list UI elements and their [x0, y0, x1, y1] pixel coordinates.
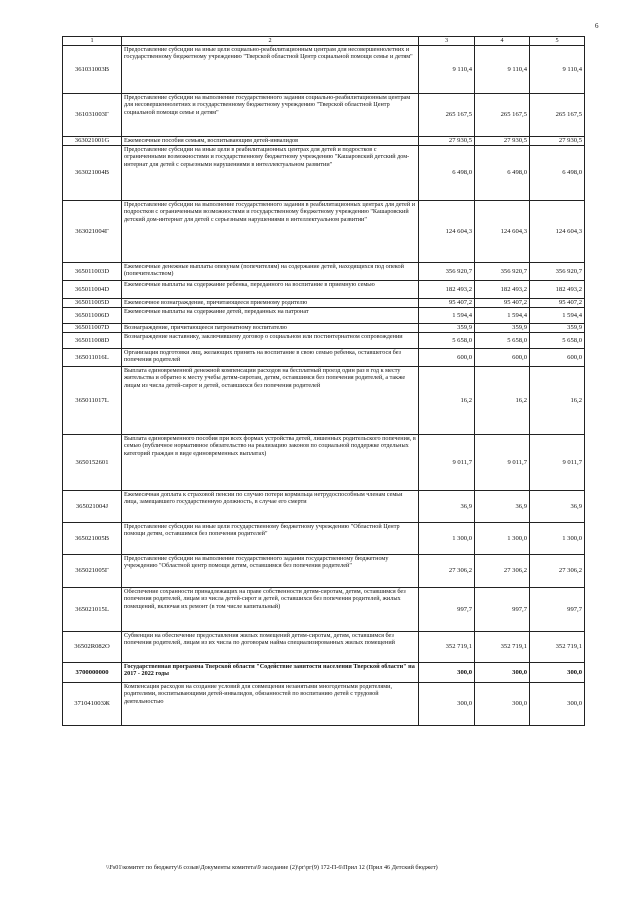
row-value-2022: 356 920,7 — [475, 263, 530, 281]
row-value-2023: 1 594,4 — [530, 308, 585, 324]
row-code: 365021015L — [63, 588, 122, 632]
table-row — [63, 367, 585, 435]
table-row — [63, 201, 585, 263]
row-value-2022: 27 930,5 — [475, 137, 530, 146]
row-value-2022: 997,7 — [475, 588, 530, 632]
row-value-2021: 124 604,3 — [419, 201, 475, 263]
row-value-2023: 300,0 — [530, 683, 585, 726]
row-code: 361031003Г — [63, 94, 122, 137]
row-code: 365011016L — [63, 349, 122, 367]
row-value-2023: 6 498,0 — [530, 146, 585, 201]
row-description: Предоставление субсидии на иные цели социально-реабилитационным центрам для несовершеннолетних и государственному бюджетному учреждению "Тверской областной Центр социальной помощи семье и детям" — [122, 46, 419, 94]
header-col-2: 2 — [122, 37, 419, 46]
row-description: Предоставление субсидии на иные цели государственному бюджетному учреждению "Областной Центр помощи детям, оставшимся без попечения родителей" — [122, 523, 419, 555]
row-description: Предоставление субсидии на иные цели в реабилитационных центрах для детей и подростков с ограниченными возможностями и государственному бюджетному учреждению "Кашаровский детский дом-интернат для детей с серьезными нарушениями в интеллектуальном развитии" — [122, 146, 419, 201]
row-code: 365021005В — [63, 523, 122, 555]
table-row — [63, 555, 585, 588]
row-code: 363021001G — [63, 137, 122, 146]
header-col-5: 5 — [530, 37, 585, 46]
table-row — [63, 46, 585, 94]
row-code: 3700000000 — [63, 663, 122, 683]
row-value-2023: 9 110,4 — [530, 46, 585, 94]
row-description: Вознаграждение наставнику, заключившему договор о социальном или постинтернатном сопровождении — [122, 333, 419, 349]
row-code: 365011007D — [63, 324, 122, 333]
row-description: Компенсация расходов на создание условий для совмещения незанятыми многодетными родителями, родителями, воспитывающими детей-инвалидов, обязанностей по воспитанию детей с трудовой деятельностью — [122, 683, 419, 726]
table-row — [63, 435, 585, 491]
row-value-2023: 27 306,2 — [530, 555, 585, 588]
table-row — [63, 263, 585, 281]
row-description: Ежемесячные денежные выплаты опекунам (попечителям) на содержание детей, находящихся под опекой (попечительством) — [122, 263, 419, 281]
row-code: 365021005Г — [63, 555, 122, 588]
row-value-2023: 36,9 — [530, 491, 585, 523]
row-value-2022: 36,9 — [475, 491, 530, 523]
row-value-2023: 352 719,1 — [530, 632, 585, 663]
table-row — [63, 308, 585, 324]
row-code: 371041003Ж — [63, 683, 122, 726]
table-row — [63, 349, 585, 367]
row-value-2021: 265 167,5 — [419, 94, 475, 137]
row-value-2023: 300,0 — [530, 663, 585, 683]
row-code: 365021004J — [63, 491, 122, 523]
row-value-2022: 16,2 — [475, 367, 530, 435]
table-row — [63, 683, 585, 726]
row-code: 365011005D — [63, 299, 122, 308]
table-row — [63, 324, 585, 333]
row-value-2023: 356 920,7 — [530, 263, 585, 281]
row-value-2021: 300,0 — [419, 663, 475, 683]
row-value-2021: 9 011,7 — [419, 435, 475, 491]
table-row — [63, 588, 585, 632]
row-description: Вознаграждение, причитающееся патронатному воспитателю — [122, 324, 419, 333]
row-description: Ежемесячные выплаты на содержание детей, переданных на патронат — [122, 308, 419, 324]
row-description: Обеспечение сохранности принадлежащих на праве собственности детям-сиротам, детям, оставшимся без попечения родителей, лицам из числа детей-сирот и детей, оставшихся без попечения родителей, жилых помещений, включая их ремонт (в том числе капитальный) — [122, 588, 419, 632]
table-row — [63, 281, 585, 299]
row-description: Ежемесячные пособия семьям, воспитывающим детей-инвалидов — [122, 137, 419, 146]
row-value-2021: 16,2 — [419, 367, 475, 435]
row-value-2023: 16,2 — [530, 367, 585, 435]
file-path-footer: \\Fs01\комитет по бюджету\6 созыв\Документы комитета\9 заседание (2)\рг\рг(9) 172-П-6\Прил 12 (Прил 46 Детский бюджет) — [106, 864, 438, 871]
row-value-2023: 182 493,2 — [530, 281, 585, 299]
row-code: 36502R082O — [63, 632, 122, 663]
table-row — [63, 146, 585, 201]
row-value-2023: 265 167,5 — [530, 94, 585, 137]
row-value-2023: 124 604,3 — [530, 201, 585, 263]
row-description: Субвенции на обеспечение предоставления жилых помещений детям-сиротам, детям, оставшимся без попечения родителей, лицам из их числа по договорам найма специализированных жилых помещений — [122, 632, 419, 663]
row-value-2021: 5 658,0 — [419, 333, 475, 349]
row-value-2022: 9 110,4 — [475, 46, 530, 94]
row-value-2021: 997,7 — [419, 588, 475, 632]
row-value-2022: 5 658,0 — [475, 333, 530, 349]
row-value-2021: 1 300,0 — [419, 523, 475, 555]
row-value-2022: 9 011,7 — [475, 435, 530, 491]
row-value-2023: 5 658,0 — [530, 333, 585, 349]
table-row — [63, 523, 585, 555]
row-value-2022: 300,0 — [475, 683, 530, 726]
table-header-row — [63, 37, 585, 46]
row-value-2021: 356 920,7 — [419, 263, 475, 281]
budget-table — [62, 36, 585, 726]
row-value-2022: 95 407,2 — [475, 299, 530, 308]
row-code: 365011008D — [63, 333, 122, 349]
row-value-2022: 124 604,3 — [475, 201, 530, 263]
row-description: Выплата единовременного пособия при всех формах устройства детей, лишенных родительского попечения, в семью (публичное нормативное обязательство на реализацию законов по социальной поддержке отдельных категорий граждан в виде единовременных выплатах) — [122, 435, 419, 491]
header-col-4: 4 — [475, 37, 530, 46]
row-value-2021: 300,0 — [419, 683, 475, 726]
row-code: 365011017L — [63, 367, 122, 435]
row-value-2023: 1 300,0 — [530, 523, 585, 555]
table-row — [63, 632, 585, 663]
row-description: Предоставление субсидии на выполнение государственного задания в реабилитационных центрах для детей и подростков с ограниченными возможностями и государственному бюджетному учреждению "Кашаровский детский дом-интернат для детей с серьезными нарушениями в интеллектуальном развитии" — [122, 201, 419, 263]
row-description: Ежемесячная доплата к страховой пенсии по случаю потери кормильца нетрудоспособным членам семьи лица, замещавшего государственную должность, в случае его смерти — [122, 491, 419, 523]
row-value-2021: 352 719,1 — [419, 632, 475, 663]
row-description: Предоставление субсидии на выполнение государственного задания государственному бюджетному учреждению "Областной центр помощи детям, оставшимся без попечения родителей" — [122, 555, 419, 588]
row-value-2021: 9 110,4 — [419, 46, 475, 94]
row-value-2021: 95 407,2 — [419, 299, 475, 308]
row-code: 361031003В — [63, 46, 122, 94]
row-code: 365011006D — [63, 308, 122, 324]
row-code: 3650152601 — [63, 435, 122, 491]
row-value-2021: 182 493,2 — [419, 281, 475, 299]
row-description: Ежемесячное вознаграждение, причитающееся приемному родителю — [122, 299, 419, 308]
row-value-2022: 600,0 — [475, 349, 530, 367]
row-value-2023: 9 011,7 — [530, 435, 585, 491]
table-row — [63, 491, 585, 523]
row-value-2021: 27 930,5 — [419, 137, 475, 146]
table-row — [63, 333, 585, 349]
row-description: Выплата единовременной денежной компенсации расходов на бесплатный проезд один раз в год к месту жительства и обратно к месту учебы детям-сиротам, детям, оставшимся без попечения родителей, а также лицам из числа детей-сирот и детей, оставшихся без попечения родителей — [122, 367, 419, 435]
row-description: Государственная программа Тверской области "Содействие занятости населения Тверской области" на 2017 - 2022 годы — [122, 663, 419, 683]
row-value-2023: 95 407,2 — [530, 299, 585, 308]
row-value-2021: 6 498,0 — [419, 146, 475, 201]
table-row — [63, 663, 585, 683]
row-value-2021: 600,0 — [419, 349, 475, 367]
row-value-2021: 359,9 — [419, 324, 475, 333]
row-value-2023: 600,0 — [530, 349, 585, 367]
row-code: 363021004Г — [63, 201, 122, 263]
row-value-2022: 1 300,0 — [475, 523, 530, 555]
row-value-2022: 182 493,2 — [475, 281, 530, 299]
row-value-2022: 300,0 — [475, 663, 530, 683]
row-value-2021: 36,9 — [419, 491, 475, 523]
row-value-2022: 27 306,2 — [475, 555, 530, 588]
row-value-2022: 265 167,5 — [475, 94, 530, 137]
row-code: 363021004В — [63, 146, 122, 201]
row-value-2022: 6 498,0 — [475, 146, 530, 201]
row-description: Организация подготовки лиц, желающих принять на воспитание в свою семью ребенка, оставшегося без попечения родителей — [122, 349, 419, 367]
row-value-2021: 27 306,2 — [419, 555, 475, 588]
row-value-2022: 352 719,1 — [475, 632, 530, 663]
row-code: 365011004D — [63, 281, 122, 299]
row-value-2021: 1 594,4 — [419, 308, 475, 324]
table-row — [63, 299, 585, 308]
row-value-2022: 1 594,4 — [475, 308, 530, 324]
table-row — [63, 137, 585, 146]
row-value-2023: 359,9 — [530, 324, 585, 333]
row-value-2023: 27 930,5 — [530, 137, 585, 146]
row-value-2022: 359,9 — [475, 324, 530, 333]
header-col-1: 1 — [63, 37, 122, 46]
page-number: 6 — [595, 22, 599, 30]
row-description: Предоставление субсидии на выполнение государственного задания социально-реабилитационным центрам для несовершеннолетних и государственному бюджетному учреждению "Тверской областной Центр социальной помощи семье и детям" — [122, 94, 419, 137]
row-value-2023: 997,7 — [530, 588, 585, 632]
table-row — [63, 94, 585, 137]
header-col-3: 3 — [419, 37, 475, 46]
row-description: Ежемесячные выплаты на содержание ребенка, переданного на воспитание в приемную семью — [122, 281, 419, 299]
row-code: 365011003D — [63, 263, 122, 281]
